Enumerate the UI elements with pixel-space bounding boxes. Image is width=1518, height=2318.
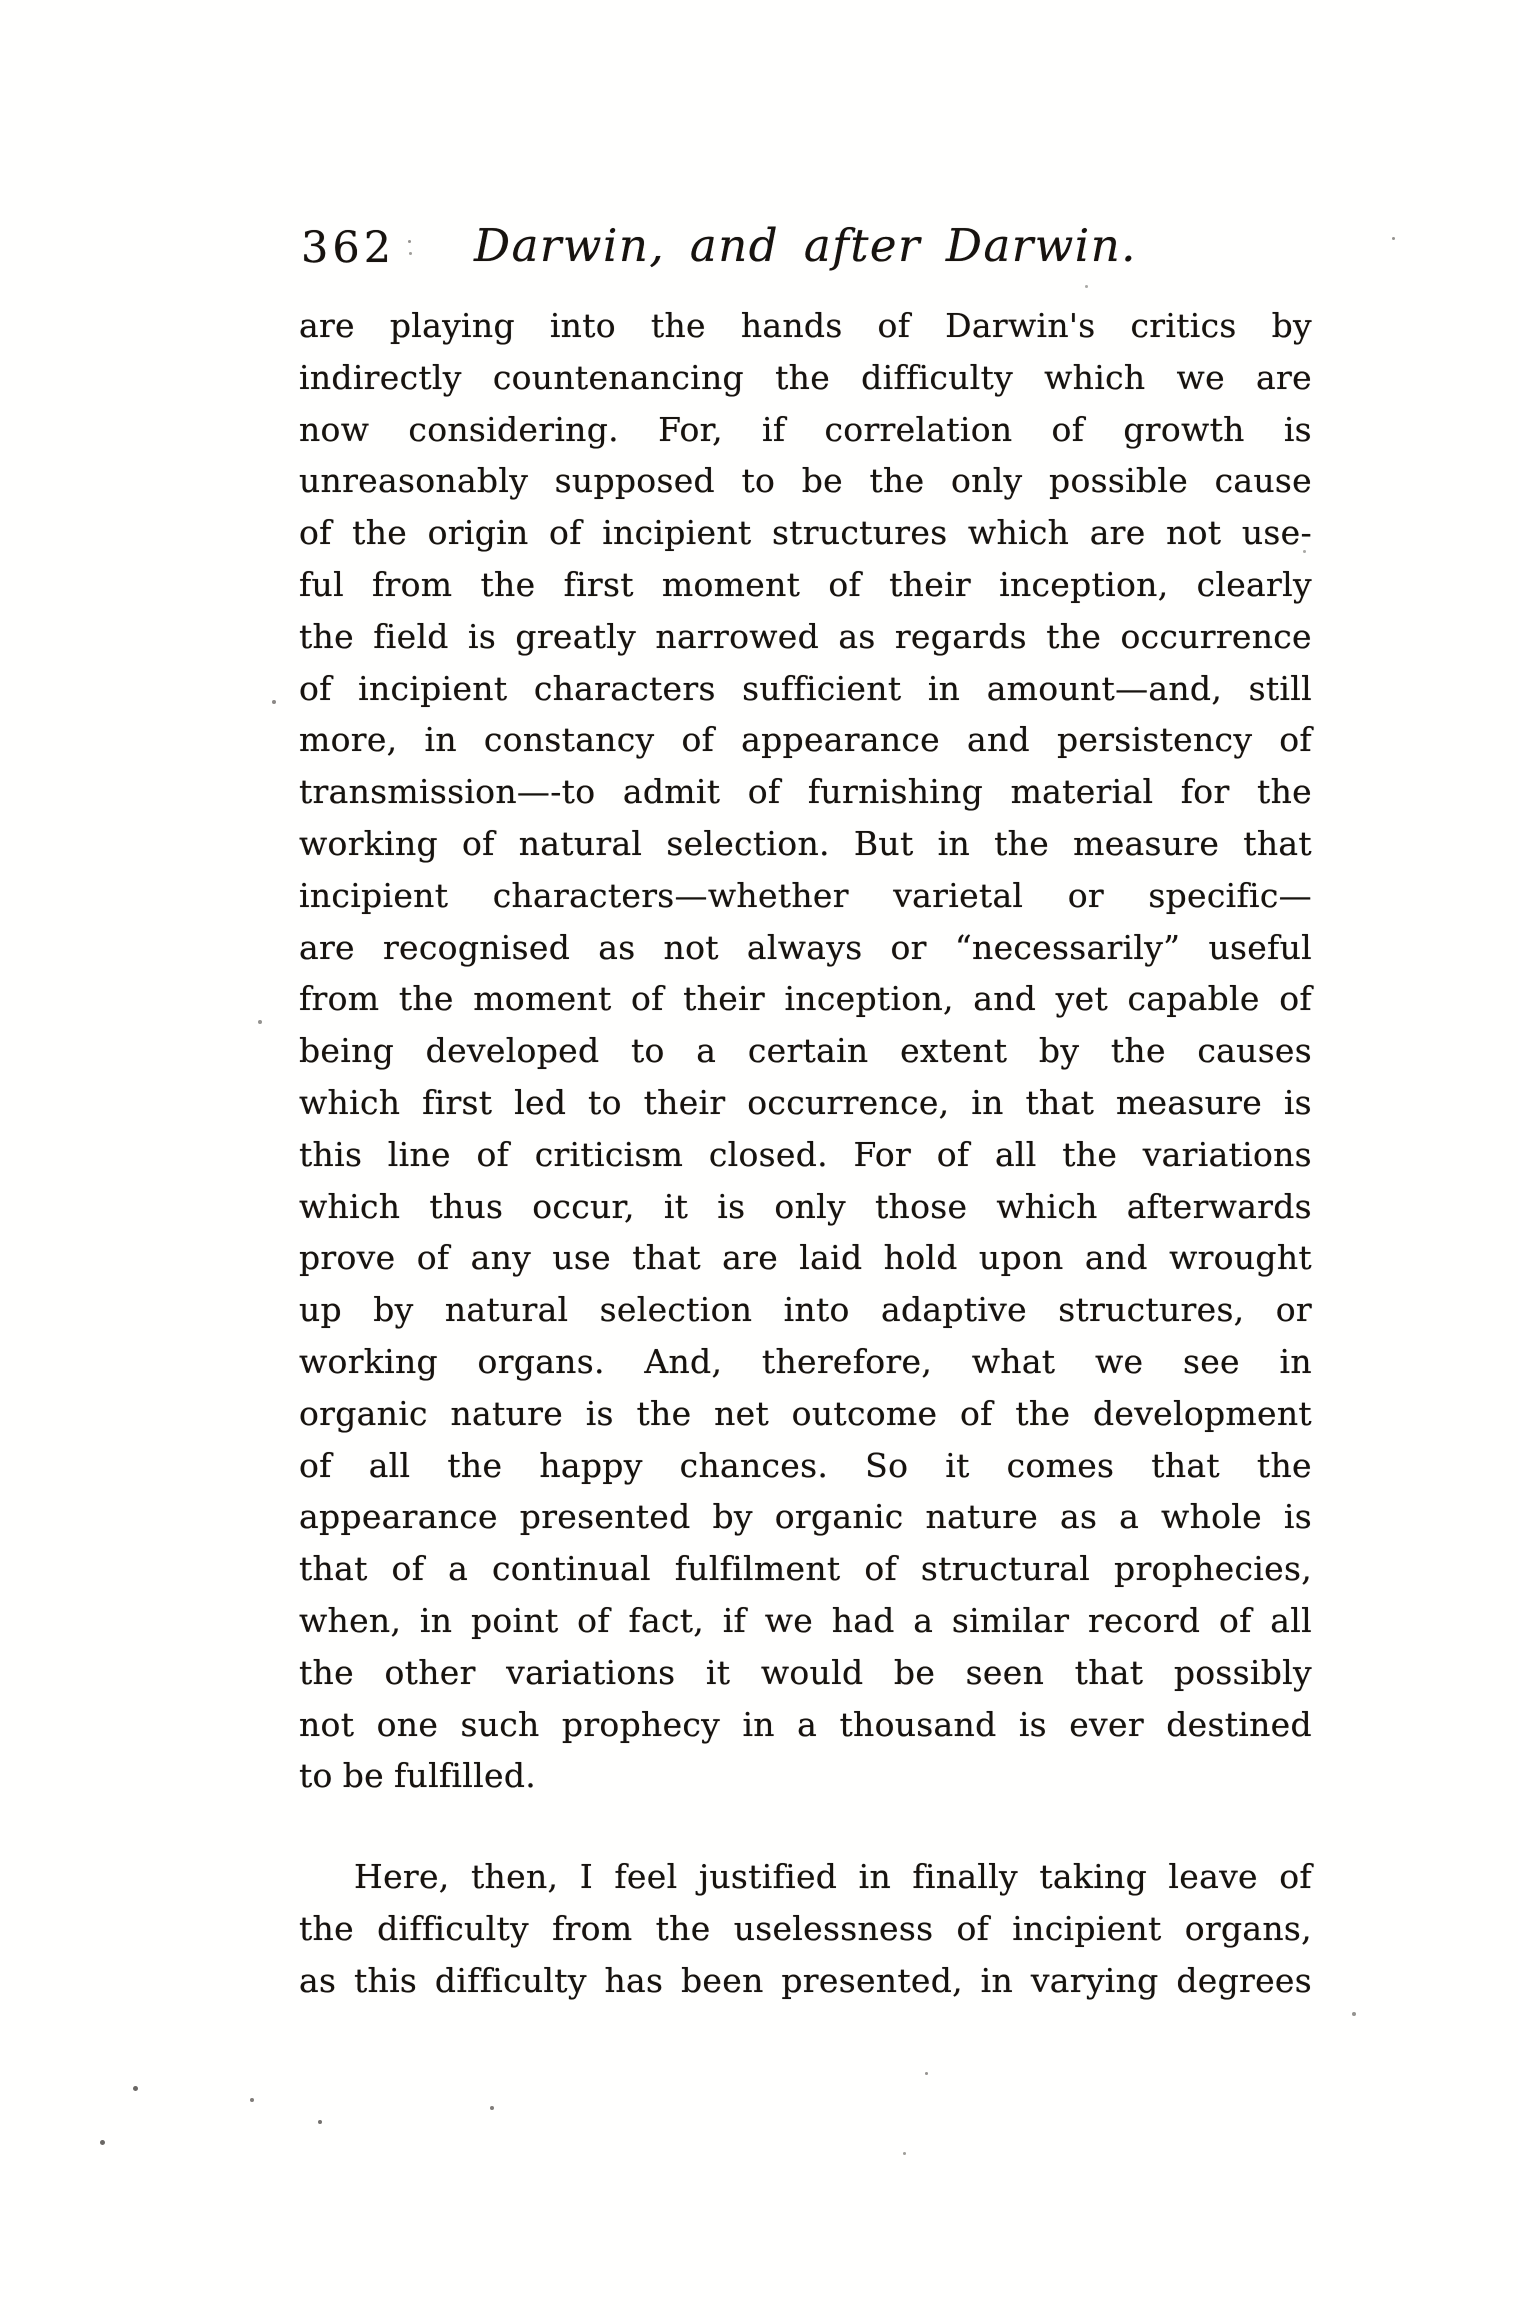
- scan-speck: [490, 2106, 494, 2110]
- text-line: from the moment of their inception, and yet capable of: [299, 979, 1312, 1019]
- text-line: working organs. And, therefore, what we see in: [299, 1341, 1312, 1381]
- scan-speck: [409, 252, 412, 255]
- text-line: when, in point of fact, if we had a similar record of all: [299, 1600, 1312, 1640]
- text-line: Here, then, I feel justified in finally taking leave of: [354, 1857, 1312, 1896]
- text-line: transmission—-to admit of furnishing material for the: [299, 772, 1312, 812]
- text-line: the difficulty from the uselessness of incipient organs,: [299, 1908, 1312, 1948]
- scan-speck: [100, 2140, 105, 2145]
- text-line: unreasonably supposed to be the only possible cause: [299, 461, 1312, 501]
- text-line: as this difficulty has been presented, in varying degrees: [299, 1960, 1312, 2000]
- scan-speck: [272, 700, 276, 704]
- scan-speck: [1392, 237, 1395, 240]
- scan-speck: [1085, 285, 1088, 288]
- scan-speck: [925, 2072, 928, 2075]
- running-title: Darwin, and after Darwin.: [474, 219, 1137, 272]
- text-line: the other variations it would be seen that possibly: [299, 1652, 1312, 1692]
- text-line: of the origin of incipient structures which are not use-: [299, 513, 1312, 553]
- paragraph-1: [299, 300, 1312, 1802]
- text-line: not one such prophecy in a thousand is ever destined: [299, 1704, 1312, 1744]
- text-line: which thus occur, it is only those which afterwards: [299, 1186, 1312, 1226]
- text-line: are playing into the hands of Darwin's critics by: [299, 306, 1312, 345]
- text-line: up by natural selection into adaptive structures, or: [299, 1290, 1312, 1330]
- scan-speck: [133, 2086, 138, 2091]
- text-line: which first led to their occurrence, in that measure is: [299, 1082, 1312, 1122]
- text-line: to be fulfilled.: [299, 1756, 537, 1796]
- text-line: of all the happy chances. So it comes that the: [299, 1445, 1312, 1485]
- scan-speck: [1352, 2012, 1356, 2016]
- scan-speck: [318, 2120, 322, 2124]
- scan-speck: [1303, 550, 1306, 553]
- scan-speck: [408, 240, 411, 243]
- text-line: of incipient characters sufficient in amount—and, still: [299, 668, 1312, 708]
- text-line: organic nature is the net outcome of the development: [299, 1393, 1312, 1433]
- text-line: that of a continual fulfilment of structural prophecies,: [299, 1549, 1312, 1589]
- page-number: 362: [301, 223, 396, 273]
- text-line: indirectly countenancing the difficulty which we are: [299, 357, 1312, 397]
- text-line: are recognised as not always or “necessarily” useful: [299, 927, 1312, 967]
- text-line: being developed to a certain extent by the causes: [299, 1031, 1312, 1071]
- text-line: working of natural selection. But in the measure that: [299, 823, 1312, 863]
- text-line: prove of any use that are laid hold upon and wrought: [299, 1238, 1312, 1278]
- scan-speck: [903, 2152, 906, 2155]
- paragraph-2: [299, 1851, 1312, 2006]
- page-header: [299, 219, 1312, 286]
- text-line: appearance presented by organic nature as a whole is: [299, 1497, 1312, 1537]
- scan-speck: [250, 2098, 254, 2102]
- text-line: ful from the first moment of their inception, clearly: [299, 564, 1312, 604]
- text-line: the field is greatly narrowed as regards the occurrence: [299, 616, 1312, 656]
- text-line: more, in constancy of appearance and persistency of: [299, 720, 1312, 760]
- text-line: now considering. For, if correlation of growth is: [299, 409, 1312, 449]
- text-line: incipient characters—whether varietal or specific—: [299, 875, 1312, 915]
- scan-speck: [258, 1020, 262, 1024]
- text-line: this line of criticism closed. For of all the variations: [299, 1134, 1312, 1174]
